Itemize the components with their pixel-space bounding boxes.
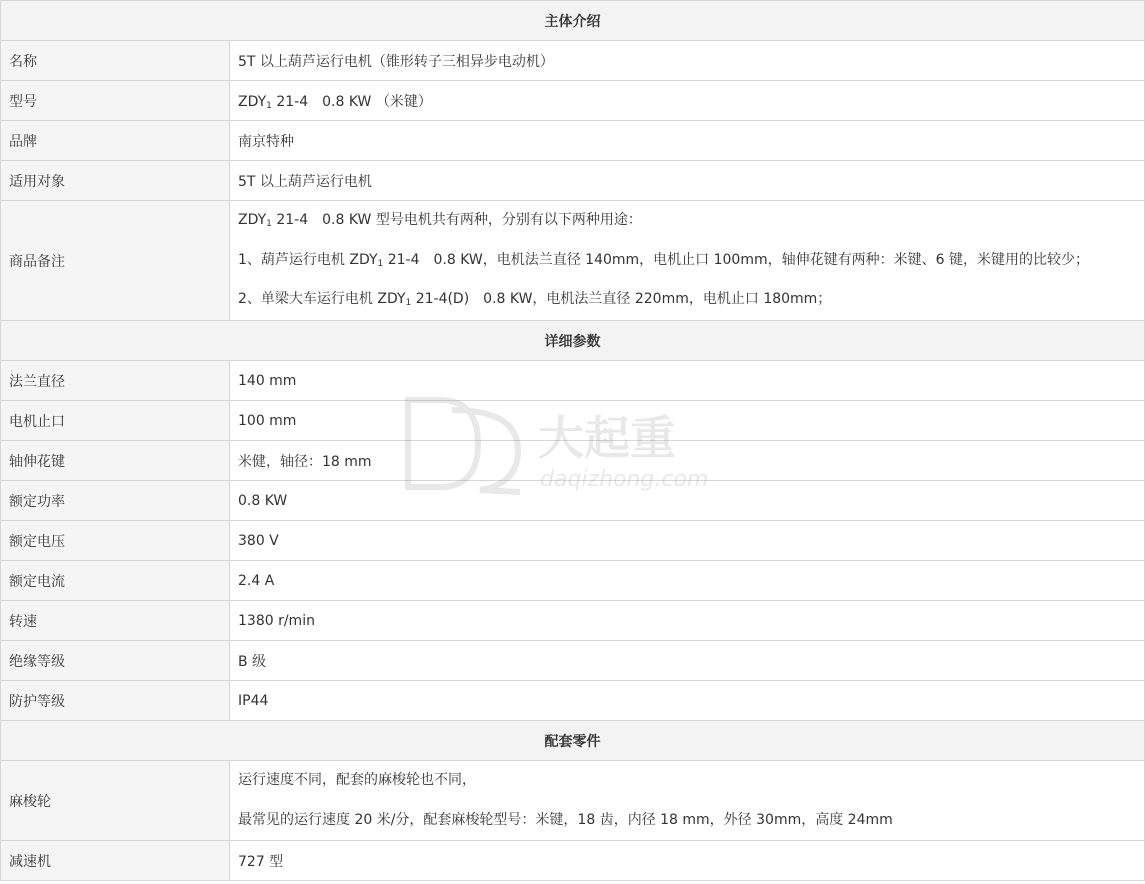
table-row [1, 161, 1145, 201]
row-label: 品牌 [1, 121, 230, 161]
row-label: 额定电压 [1, 521, 230, 561]
row-value: 5T 以上葫芦运行电机 [230, 161, 1145, 201]
row-value: 米健，轴径：18 mm [230, 441, 1145, 481]
row-label: 轴伸花键 [1, 441, 230, 481]
row-label: 适用对象 [1, 161, 230, 201]
row-label: 绝缘等级 [1, 641, 230, 681]
row-label: 麻梭轮 [1, 761, 230, 841]
row-value: 1380 r/min [230, 601, 1145, 641]
table-row [1, 681, 1145, 721]
table-row [1, 481, 1145, 521]
table-row [1, 841, 1145, 881]
section-header-params [1, 321, 1145, 361]
wheel-line-2: 最常见的运行速度 20 米/分，配套麻梭轮型号：米键，18 齿，内径 18 mm，外径 30mm，高度 24mm [238, 811, 893, 828]
row-value: IP44 [230, 681, 1145, 721]
remark-line-2: 1、葫芦运行电机 $ZDY_1$ 21-4 0.8 KW，电机法兰直径 140mm，电机止口 100mm，轴伸花键有两种：米键、6 键，米键用的比较少； [238, 251, 1089, 269]
row-label: 额定功率 [1, 481, 230, 521]
row-label: 电机止口 [1, 401, 230, 441]
row-value: 2.4 A [230, 561, 1145, 601]
row-value [230, 201, 1145, 321]
wheel-line-1: 运行速度不同，配套的麻梭轮也不同， [238, 772, 476, 788]
row-label: 额定电流 [1, 561, 230, 601]
row-value [230, 81, 1145, 121]
row-value: 5T 以上葫芦运行电机（锥形转子三相异步电动机） [230, 41, 1145, 81]
remark-line-1: $ZDY_1$ 21-4 0.8 KW 型号电机共有两种，分别有以下两种用途： [238, 212, 642, 230]
table-row [1, 361, 1145, 401]
model-subscript: 1 [266, 100, 272, 111]
row-label: 型号 [1, 81, 230, 121]
table-row [1, 201, 1145, 321]
table-row [1, 441, 1145, 481]
row-value: 100 mm [230, 401, 1145, 441]
row-value [230, 761, 1145, 841]
section-title: 配套零件 [1, 721, 1145, 761]
table-row [1, 121, 1145, 161]
remark-line-3: 2、单梁大车运行电机 $ZDY_1$ 21-4(D) 0.8 KW，电机法兰直径 220mm，电机止口 180mm； [238, 291, 832, 309]
table-row [1, 601, 1145, 641]
row-label: 商品备注 [1, 201, 230, 321]
table-row [1, 521, 1145, 561]
row-value: 380 V [230, 521, 1145, 561]
row-value: 140 mm [230, 361, 1145, 401]
row-value: 0.8 KW [230, 481, 1145, 521]
table-row [1, 561, 1145, 601]
row-label: 名称 [1, 41, 230, 81]
table-row [1, 761, 1145, 841]
row-label: 转速 [1, 601, 230, 641]
table-row [1, 641, 1145, 681]
model-text-rest: 21-4 0.8 KW （米键） [271, 93, 432, 110]
table-row [1, 41, 1145, 81]
row-label: 法兰直径 [1, 361, 230, 401]
table-row [1, 401, 1145, 441]
watermark-brand: 大起重 [538, 411, 676, 465]
section-header-intro [1, 1, 1145, 41]
section-header-parts [1, 721, 1145, 761]
row-label: 防护等级 [1, 681, 230, 721]
watermark-url: daqizhong.com [540, 467, 709, 492]
section-title: 详细参数 [1, 321, 1145, 361]
table-row [1, 81, 1145, 121]
row-value: B 级 [230, 641, 1145, 681]
row-value: 727 型 [230, 841, 1145, 881]
section-title: 主体介绍 [1, 1, 1145, 41]
row-label: 减速机 [1, 841, 230, 881]
model-text: ZDY [238, 93, 267, 110]
row-value: 南京特种 [230, 121, 1145, 161]
